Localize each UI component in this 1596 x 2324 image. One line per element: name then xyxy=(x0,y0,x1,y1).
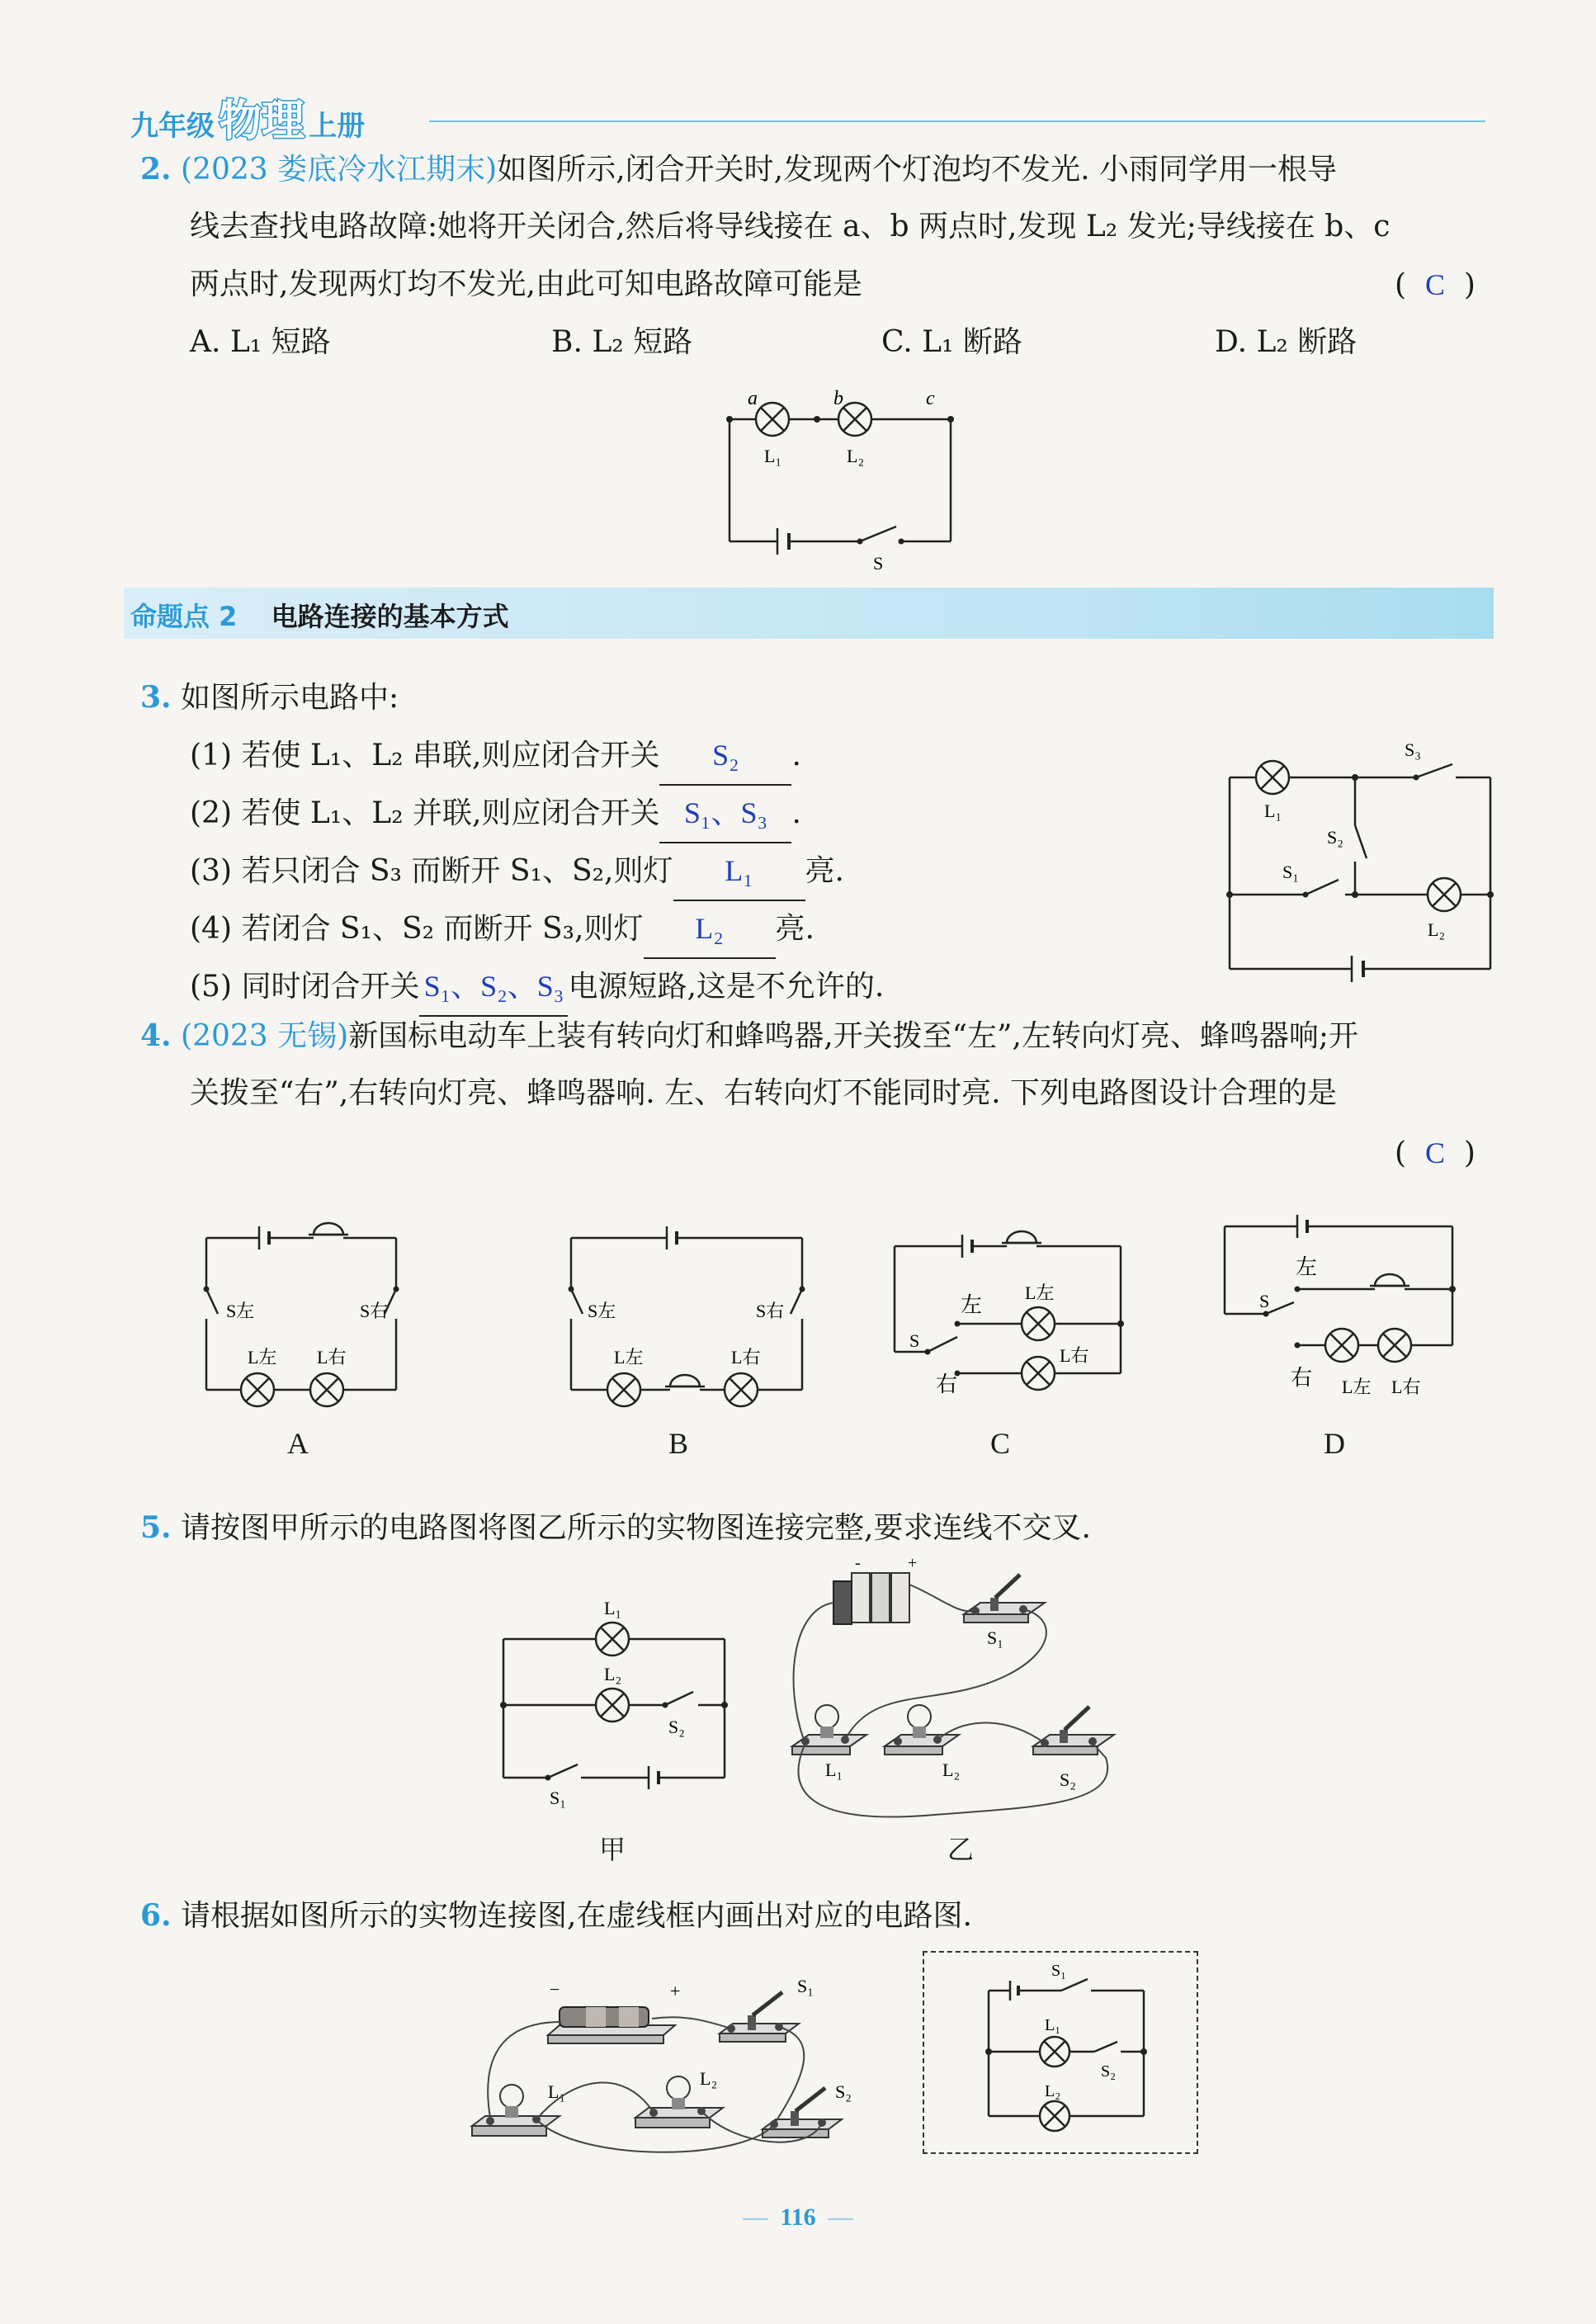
q6-plus: + xyxy=(670,1981,681,2001)
q5-switch-s1 xyxy=(964,1575,1045,1623)
q2-option-b: B. L₂ 短路 xyxy=(551,325,693,359)
q5-yi-plus: + xyxy=(908,1554,918,1572)
q3-item-1 xyxy=(190,726,801,786)
q6-minus: − xyxy=(550,1979,560,2000)
section-title: 电路连接的基本方式 xyxy=(271,601,509,632)
q3-label-S1: S₁ xyxy=(1282,862,1299,882)
q3-circuit-diagram xyxy=(1221,735,1502,990)
q2-answer: C xyxy=(1424,268,1445,301)
q6-ans-label-L1: L₁ xyxy=(1045,2016,1061,2034)
q4-option-a-letter[interactable]: A xyxy=(287,1427,309,1460)
q3-item-2 xyxy=(190,784,801,843)
q3-label-L1: L₁ xyxy=(1264,801,1282,821)
q2-option-c: C. L₁ 断路 xyxy=(881,325,1022,359)
q4d-label-s: S xyxy=(1259,1291,1270,1311)
q2-text-1: 如图所示,闭合开关时,发现两个灯泡均不发光. 小雨同学用一根导 xyxy=(497,153,1337,187)
q4c-label-right: 右 xyxy=(936,1372,958,1397)
q4b-label-ll: L左 xyxy=(614,1347,644,1367)
q5-physical-diagram-yi xyxy=(776,1552,1155,1832)
q4-text-1: 新国标电动车上装有转向灯和蜂鸣器,开关拨至“左”,左转向灯亮、蜂鸣器响;开 xyxy=(348,1019,1359,1053)
q4c-label-lr: L右 xyxy=(1060,1345,1089,1366)
q2-number: 2. xyxy=(140,152,172,187)
q5-switch-s2 xyxy=(1033,1707,1114,1755)
q4-option-a-diagram xyxy=(190,1205,413,1419)
q6-switch-s2 xyxy=(763,2088,842,2137)
q6-physical-diagram xyxy=(462,1956,875,2162)
q5-fig-yi-label: 乙 xyxy=(947,1834,975,1865)
q3-number: 3. xyxy=(140,680,172,715)
q3-label-S2: S₂ xyxy=(1327,827,1343,848)
q2-line2: 线去查找电路故障:她将开关闭合,然后将导线接在 a、b 两点时,发现 L₂ 发光;导线接在 b、c xyxy=(190,210,1391,243)
q4-line2: 关拨至“右”,右转向灯亮、蜂鸣器响. 左、右转向灯不能同时亮. 下列电路图设计合理的是 xyxy=(190,1076,1338,1110)
q4d-label-right: 右 xyxy=(1291,1366,1313,1391)
q3-item-1-text: (1) 若使 L₁、L₂ 串联,则应闭合开关 xyxy=(190,739,660,772)
q6-text: 请根据如图所示的实物连接图,在虚线框内画出对应的电路图. xyxy=(181,1899,972,1933)
q6-label-S1: S₁ xyxy=(797,1976,814,1996)
q3-item-3-text: (3) 若只闭合 S₃ 而断开 S₁、S₂,则灯 xyxy=(190,854,673,888)
q3-stem-text: 如图所示电路中: xyxy=(181,681,399,715)
q2-option-a: A. L₁ 短路 xyxy=(190,325,331,359)
q6-label-S2: S₂ xyxy=(835,2081,852,2102)
q4-line1 xyxy=(140,1007,1358,1065)
q4a-label-ll: L左 xyxy=(248,1347,277,1367)
q5-battery-pack xyxy=(833,1554,917,1624)
section-heading xyxy=(130,596,509,634)
q4-option-d-letter[interactable]: D xyxy=(1324,1427,1345,1460)
q6-battery xyxy=(548,1979,680,2043)
q4-option-c-letter[interactable]: C xyxy=(990,1427,1011,1460)
q2-label-b: b xyxy=(833,388,843,409)
q6-label-L2: L₂ xyxy=(700,2068,718,2089)
header-volume: 上册 xyxy=(309,110,366,143)
q2-label-c: c xyxy=(926,388,935,409)
q4c-label-s: S xyxy=(909,1330,920,1351)
q5-number: 5. xyxy=(140,1510,172,1545)
q2-line3: 两点时,发现两灯均不发光,由此可知电路故障可能是 xyxy=(190,267,862,301)
q5-text: 请按图甲所示的电路图将图乙所示的实物图连接完整,要求连线不交叉. xyxy=(181,1511,1091,1545)
q4-option-b-letter[interactable]: B xyxy=(668,1427,689,1460)
q6-ans-label-S1: S₁ xyxy=(1051,1962,1067,1980)
q4a-label-sl: S左 xyxy=(226,1301,255,1321)
q4-answer-paren: ( C ) xyxy=(1395,1136,1476,1170)
q3-label-L2: L₂ xyxy=(1428,919,1446,940)
q6-label-L1: L₁ xyxy=(548,2081,566,2102)
q4a-label-sr: S右 xyxy=(360,1301,389,1321)
q3-item-4-text: (4) 若闭合 S₁、S₂ 而断开 S₃,则灯 xyxy=(190,912,644,946)
q4-answer: C xyxy=(1424,1136,1445,1169)
q6-ans-label-L2: L₂ xyxy=(1045,2082,1061,2100)
q5-jia-label-S2: S₂ xyxy=(668,1717,685,1737)
q2-label-S: S xyxy=(873,553,884,574)
q4b-label-sr: S右 xyxy=(756,1301,785,1321)
q4b-label-lr: L右 xyxy=(731,1347,761,1367)
q3-item-2-post: . xyxy=(791,796,801,830)
q6-line xyxy=(140,1887,972,1945)
q2-source: (2023 娄底冷水江期末) xyxy=(181,153,498,187)
q3-item-1-answer[interactable]: S₂ xyxy=(659,726,791,786)
q2-label-L1: L₁ xyxy=(764,446,782,466)
q3-item-3 xyxy=(190,842,844,901)
header xyxy=(130,86,365,148)
q3-item-1-post: . xyxy=(791,739,801,772)
q6-number: 6. xyxy=(140,1898,172,1933)
q5-yi-label-L1: L₁ xyxy=(825,1760,843,1780)
q2-circuit-diagram xyxy=(710,380,974,578)
q2-option-d: D. L₂ 断路 xyxy=(1215,325,1358,359)
q3-item-4 xyxy=(190,900,815,959)
footer: — 116 — xyxy=(743,2204,853,2231)
q5-circuit-diagram-jia xyxy=(495,1585,743,1816)
page-number: 116 xyxy=(780,2204,816,2231)
q4c-label-ll: L左 xyxy=(1025,1282,1055,1303)
q5-jia-label-S1: S₁ xyxy=(550,1788,566,1808)
q4a-label-lr: L右 xyxy=(317,1347,347,1367)
header-grade: 九年级 xyxy=(130,110,215,143)
q2-label-L2: L₂ xyxy=(847,446,865,466)
header-subject: 物理 xyxy=(219,97,305,146)
q5-yi-minus: - xyxy=(855,1554,861,1572)
q5-fig-jia-label: 甲 xyxy=(599,1834,626,1865)
q3-item-2-answer[interactable]: S₁、S₃ xyxy=(659,784,791,843)
q3-item-4-post: 亮. xyxy=(775,912,815,946)
q3-item-4-answer[interactable]: L₂ xyxy=(644,900,776,959)
q3-item-5-post: 电源短路,这是不允许的. xyxy=(568,970,885,1004)
q4-option-c-diagram xyxy=(883,1213,1131,1411)
q3-item-3-answer[interactable]: L₁ xyxy=(673,842,805,901)
q4-option-d-diagram xyxy=(1213,1198,1477,1413)
q4c-label-left: 左 xyxy=(961,1293,983,1318)
q5-yi-label-L2: L₂ xyxy=(942,1760,961,1780)
q5-yi-label-S1: S₁ xyxy=(987,1627,1003,1648)
q5-yi-label-S2: S₂ xyxy=(1060,1769,1076,1790)
section-label: 命题点 2 xyxy=(130,601,238,632)
q4-number: 4. xyxy=(140,1018,172,1053)
q3-item-5-text: (5) 同时闭合开关 xyxy=(190,970,420,1004)
q3-item-2-text: (2) 若使 L₁、L₂ 并联,则应闭合开关 xyxy=(190,796,660,830)
q3-item-5-answer[interactable]: S₁、S₂、S₃ xyxy=(419,957,568,1017)
q5-bulb-L2 xyxy=(885,1705,959,1755)
q5-line xyxy=(140,1499,1091,1557)
q6-ans-label-S2: S₂ xyxy=(1101,2062,1117,2081)
q6-switch-s1 xyxy=(720,1992,799,2042)
q4d-label-ll: L左 xyxy=(1342,1377,1372,1397)
q2-answer-paren: ( C ) xyxy=(1395,268,1476,302)
q4b-label-sl: S左 xyxy=(588,1301,616,1321)
q5-jia-label-L2: L₂ xyxy=(604,1664,622,1684)
q3-label-S3: S₃ xyxy=(1405,739,1421,760)
q5-jia-label-L1: L₁ xyxy=(604,1598,622,1618)
header-rule xyxy=(429,120,1485,122)
q4d-label-left: 左 xyxy=(1296,1255,1318,1280)
q3-item-3-post: 亮. xyxy=(805,854,844,888)
q4-option-b-diagram xyxy=(555,1205,819,1419)
q4d-label-lr: L右 xyxy=(1391,1377,1421,1397)
q6-answer-circuit xyxy=(949,1961,1172,2142)
q2-line1 xyxy=(140,140,1337,199)
q2-label-a: a xyxy=(748,388,758,409)
q3-stem xyxy=(140,668,399,727)
q4-source: (2023 无锡) xyxy=(181,1019,349,1053)
